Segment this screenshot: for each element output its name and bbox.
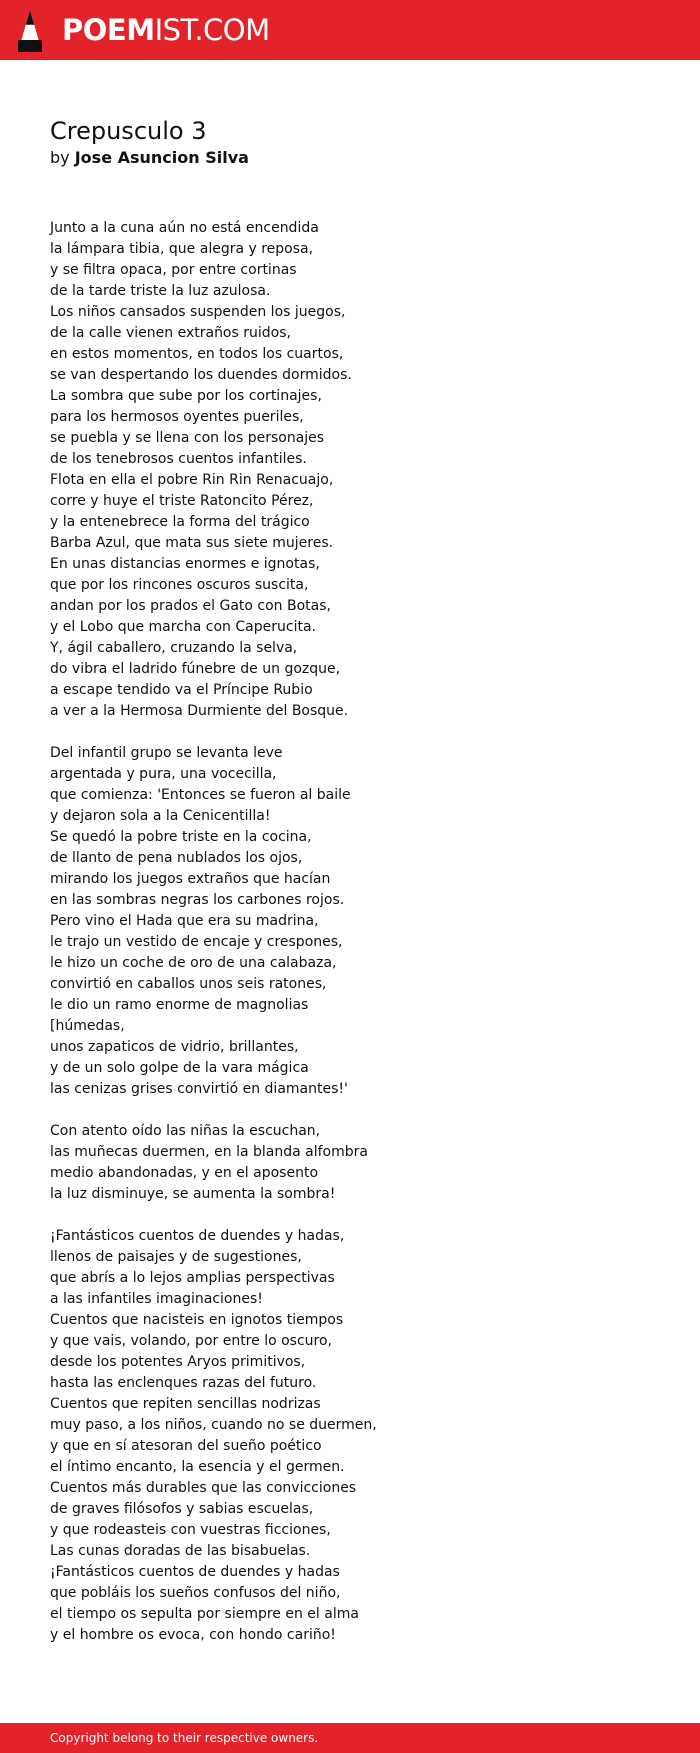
- poem-line: y de un solo golpe de la vara mágica: [50, 1060, 309, 1076]
- poem-line: le dio un ramo enorme de magnolias: [50, 997, 309, 1013]
- poem-stanza: [50, 1121, 650, 1205]
- poem-line: y el hombre os evoca, con hondo cariño!: [50, 1627, 336, 1643]
- poem-line: unos zapaticos de vidrio, brillantes,: [50, 1039, 299, 1055]
- poem-line: medio abandonadas, y en el aposento: [50, 1165, 319, 1181]
- poem-body: [50, 218, 650, 1667]
- poem-line: y que rodeasteis con vuestras ficciones,: [50, 1522, 331, 1538]
- poem-line: a las infantiles imaginaciones!: [50, 1291, 263, 1307]
- poem-line: En unas distancias enormes e ignotas,: [50, 556, 320, 572]
- poem-line: en las sombras negras los carbones rojos.: [50, 892, 345, 908]
- poem-line: Flota en ella el pobre Rin Rin Renacuajo,: [50, 472, 334, 488]
- poem-line: la luz disminuye, se aumenta la sombra!: [50, 1186, 336, 1202]
- poem-line: de la tarde triste la luz azulosa.: [50, 283, 271, 299]
- poem-line: ¡Fantásticos cuentos de duendes y hadas,: [50, 1228, 345, 1244]
- poem-line: y el Lobo que marcha con Caperucita.: [50, 619, 316, 635]
- poem-line: que comienza: 'Entonces se fueron al baile: [50, 787, 351, 803]
- poem-line: y que vais, volando, por entre lo oscuro,: [50, 1333, 332, 1349]
- poem-line: Junto a la cuna aún no está encendida: [50, 220, 319, 236]
- logo-bold-text: POEM: [62, 13, 155, 47]
- poem-line: llenos de paisajes y de sugestiones,: [50, 1249, 302, 1265]
- poem-line: Y, ágil caballero, cruzando la selva,: [50, 640, 298, 656]
- poem-line: y que en sí atesoran del sueño poético: [50, 1438, 322, 1454]
- poem-line: Del infantil grupo se levanta leve: [50, 745, 283, 761]
- poem-author: Jose Asuncion Silva: [74, 148, 249, 167]
- poem-line: que pobláis los sueños confusos del niño,: [50, 1585, 341, 1601]
- poem-title: Crepusculo 3: [50, 117, 207, 145]
- poem-line: de llanto de pena nublados los ojos,: [50, 850, 303, 866]
- poem-line: de los tenebrosos cuentos infantiles.: [50, 451, 307, 467]
- poem-stanza: [50, 1226, 650, 1646]
- poem-line: de graves filósofos y sabias escuelas,: [50, 1501, 314, 1517]
- poem-line: de la calle vienen extraños ruidos,: [50, 325, 291, 341]
- poem-line: y la entenebrece la forma del trágico: [50, 514, 310, 530]
- poem-line: do vibra el ladrido fúnebre de un gozque,: [50, 661, 341, 677]
- poem-byline: [50, 147, 249, 169]
- poem-line: el íntimo encanto, la esencia y el germen.: [50, 1459, 345, 1475]
- poem-line: a escape tendido va el Príncipe Rubio: [50, 682, 313, 698]
- poem-line: Con atento oído las niñas la escuchan,: [50, 1123, 321, 1139]
- poem-line: Se quedó la pobre triste en la cocina,: [50, 829, 312, 845]
- poem-line: que abrís a lo lejos amplias perspectivas: [50, 1270, 335, 1286]
- poem-line: que por los rincones oscuros suscita,: [50, 577, 309, 593]
- poem-line: en estos momentos, en todos los cuartos,: [50, 346, 344, 362]
- poem-line: le trajo un vestido de encaje y crespones,: [50, 934, 343, 950]
- poem-line: Cuentos que nacisteis en ignotos tiempos: [50, 1312, 344, 1328]
- poem-line: Cuentos más durables que las convicciones: [50, 1480, 357, 1496]
- poem-line: la lámpara tibia, que alegra y reposa,: [50, 241, 314, 257]
- site-footer: [0, 1723, 700, 1753]
- poem-line: el tiempo os sepulta por siempre en el alma: [50, 1606, 359, 1622]
- poem-line: y se filtra opaca, por entre cortinas: [50, 262, 297, 278]
- poem-line: Barba Azul, que mata sus siete mujeres.: [50, 535, 334, 551]
- poem-line: le hizo un coche de oro de una calabaza,: [50, 955, 337, 971]
- poem-line: hasta las enclenques razas del futuro.: [50, 1375, 317, 1391]
- poem-line: corre y huye el triste Ratoncito Pérez,: [50, 493, 314, 509]
- poem-line: Pero vino el Hada que era su madrina,: [50, 913, 319, 929]
- logo-light-text: IST.COM: [154, 13, 270, 47]
- poem-line: se puebla y se llena con los personajes: [50, 430, 325, 446]
- site-header: [0, 0, 700, 60]
- poem-line: desde los potentes Aryos primitivos,: [50, 1354, 306, 1370]
- poem-line: las muñecas duermen, en la blanda alfombra: [50, 1144, 368, 1160]
- poem-line: Los niños cansados suspenden los juegos,: [50, 304, 346, 320]
- poem-line: Las cunas doradas de las bisabuelas.: [50, 1543, 311, 1559]
- poem-line: las cenizas grises convirtió en diamantes!': [50, 1081, 348, 1097]
- poem-line: y dejaron sola a la Cenicentilla!: [50, 808, 271, 824]
- poem-line: convirtió en caballos unos seis ratones,: [50, 976, 327, 992]
- poem-stanza: [50, 218, 650, 722]
- poem-line: se van despertando los duendes dormidos.: [50, 367, 352, 383]
- poem-line: mirando los juegos extraños que hacían: [50, 871, 331, 887]
- poem-line: andan por los prados el Gato con Botas,: [50, 598, 331, 614]
- by-label: by: [50, 148, 70, 167]
- poem-line: ¡Fantásticos cuentos de duendes y hadas: [50, 1564, 340, 1580]
- poem-line: a ver a la Hermosa Durmiente del Bosque.: [50, 703, 349, 719]
- site-logo[interactable]: [62, 11, 270, 49]
- poem-line: para los hermosos oyentes pueriles,: [50, 409, 304, 425]
- poem-line: Cuentos que repiten sencillas nodrizas: [50, 1396, 321, 1412]
- poem-line: [húmedas,: [50, 1018, 125, 1034]
- poem-line: La sombra que sube por los cortinajes,: [50, 388, 322, 404]
- poem-line: argentada y pura, una vocecilla,: [50, 766, 277, 782]
- footer-copyright: Copyright belong to their respective owners.: [50, 1731, 319, 1745]
- poem-stanza: [50, 743, 650, 1100]
- pencil-tip-icon[interactable]: [18, 10, 42, 52]
- poem-line: muy paso, a los niños, cuando no se duermen,: [50, 1417, 377, 1433]
